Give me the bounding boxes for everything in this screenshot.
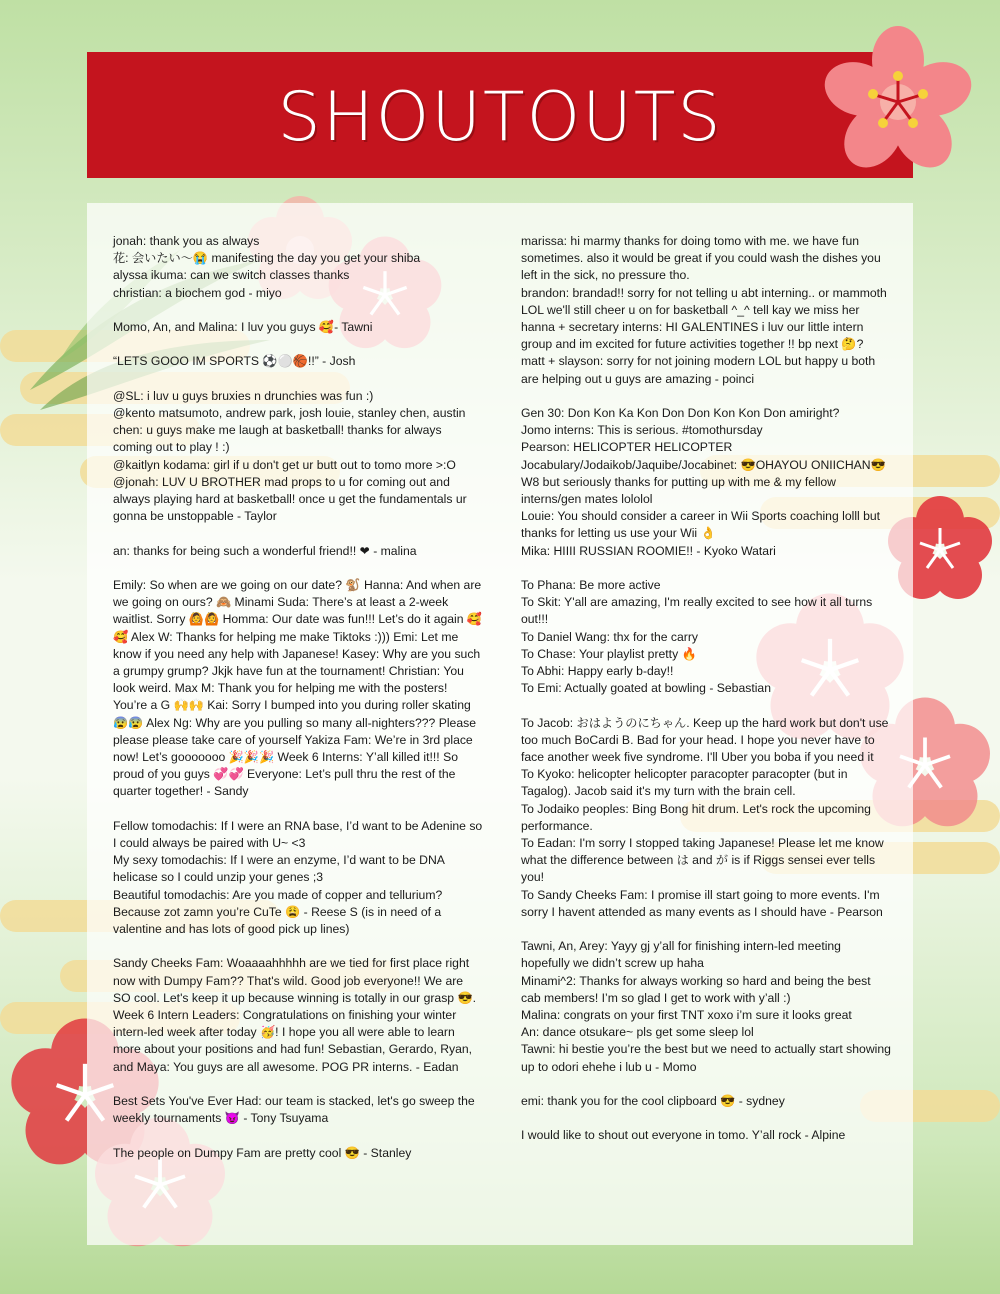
shoutout-message: To Jacob: おはようのにちゃん. Keep up the hard work but don't use too much BoCardi B. Bad for your head. I hope you never have to face another week five syndrome. I'll Uber you boba if you need it To Kyoko: helicopter helicopter paracopter paracopter (but in Tagalog). Jacob said it's my turn with the brain cell. To Jodaiko peoples: Bing Bong hit drum. Let's rock the upcoming performance. To Eadan: I'm sorry I stopped taking Japanese! Please let me know what the difference between は and が is if Riggs sensei ever tells you! To Sandy Cheeks Fam: I promise ill start going to more events. I'm sorry I havent attended as many events as I should have - Pearson: [521, 715, 889, 919]
shoutout-message: Sandy Cheeks Fam: Woaaaahhhhh are we tied for first place right now with Dumpy Fam?? That's wild. Good job everyone!! We are SO cool. Let's keep it up because winning is totally in our grasp 😎. Week 6 Intern Leaders: Congratulations on finishing your winter intern-led week after today 🥳! I hope you all were able to learn more about your positions and had fun! Sebastian, Gerardo, Ryan, and Maya: You guys are all awesome. POG PR interns. - Eadan: [113, 956, 480, 1074]
shoutout-message: Momo, An, and Malina: I luv you guys 🥰- Tawni: [113, 320, 373, 334]
shoutout-message: an: thanks for being such a wonderful friend!! ❤ - malina: [113, 543, 417, 558]
shoutout-message: The people on Dumpy Fam are pretty cool 😎 - Stanley: [113, 1145, 412, 1160]
shoutout-message: Emily: So when are we going on our date? 🐒 Hanna: And when are we going on ours? 🙈 Minami Suda: There’s at least a 2-week waitlist. Sorry 🙆🙆 Homma: Our date was fun!!! Let’s do it again 🥰🥰 Alex W: Thanks for helping me make Tiktoks :))) Emi: Let me know if you need any help with Japanese! Kasey: Why are you such a grumpy grump? Jkjk have fun at the tournament! Christian: You look weird. Max M: Thank you for helping me with the posters! You’re a G 🙌🙌 Kai: Sorry I bumped into you during roller skating 😰😰 Alex Ng: Why are you pulling so many all-nighters??? Please please please take care of yourself Yakiza Fam: We’re in 3rd place now! Let’s gooooooo 🎉🎉🎉 Week 6 Interns: Y’all killed it!!! So proud of you guys 💞💞 Everyone: Let’s pull thru the rest of the quarter together! - Sandy: [113, 577, 485, 799]
shoutout-message: @SL: i luv u guys bruxies n drunchies was fun :) @kento matsumoto, andrew park, josh louie, stanley chen, austin chen: u guys make me laugh at basketball! thanks for always coming out to play ! :) @kaitlyn kodama: girl if u don't get ur butt out to tomo more >:O @jonah: LUV U BROTHER mad props to u for coming out and always playing hard at basketball! once u get the fundamentals ur gonna be unstoppable - Taylor: [113, 388, 467, 524]
left-column: [113, 233, 483, 1179]
shoutout-message: jonah: thank you as always 花: 会いたい～😭 manifesting the day you get your shiba alyssa ikuma: can we switch classes thanks christian: a biochem god - miyo: [113, 234, 421, 300]
right-column: [521, 233, 893, 1162]
shoutout-message: Gen 30: Don Kon Ka Kon Don Don Kon Kon Don amiright? Jomo interns: This is serious. #tomothursday Pearson: HELICOPTER HELICOPTER Jocabulary/Jodaikob/Jaquibe/Jocabinet: 😎OHAYOU ONIICHAN😎 W8 but seriously thanks for putting up with me & my fellow interns/gen mates lololol Louie: You should consider a career in Wii Sports coaching lolll but thanks for letting us use your Wii 👌 Mika: HIIII RUSSIAN ROOMIE!! - Kyoko Watari: [521, 406, 886, 558]
page-title: SHOUTOUTS: [277, 78, 723, 157]
shoutout-message: Tawni, An, Arey: Yayy gj y’all for finishing intern-led meeting hopefully we didn’t screw up haha Minami^2: Thanks for always working so hard and being the best cab members! I’m so glad I get to work with y’all :) Malina: congrats on your first TNT xoxo i’m sure it looks great An: dance otsukare~ pls get some sleep lol Tawni: hi bestie you’re the best but we need to actually start showing up to odori ehehe i lub u - Momo: [521, 939, 891, 1074]
shoutout-message: Best Sets You've Ever Had: our team is stacked, let's go sweep the weekly tournaments 😈 - Tony Tsuyama: [113, 1094, 479, 1126]
shoutout-message: To Phana: Be more active To Skit: Y'all are amazing, I'm really excited to see how it all turns out!!! To Daniel Wang: thx for the carry To Chase: Your playlist pretty 🔥 To Abhi: Happy early b-day!! To Emi: Actually goated at bowling - Sebastian: [521, 578, 873, 696]
cherry-blossom-icon: [818, 22, 978, 182]
shoutout-message: Fellow tomodachis: If I were an RNA base, I’d want to be Adenine so I could always be paired with U~ <3 My sexy tomodachis: If I were an enzyme, I’d want to be DNA helicase so I could unzip your genes ;3 Beautiful tomodachis: Are you made of copper and tellurium? Because zot zamn you’re CuTe 😩 - Reese S (is in need of a valentine and has lots of good pick up lines): [113, 818, 483, 937]
shoutout-message: “LETS GOOO IM SPORTS ⚽⚪🏀!!” - Josh: [113, 354, 356, 369]
shoutouts-panel: [87, 203, 913, 1245]
shoutout-message: emi: thank you for the cool clipboard 😎 - sydney: [521, 1094, 785, 1109]
shoutout-message: I would like to shout out everyone in tomo. Y’all rock - Alpine: [521, 1128, 846, 1143]
header-banner: [87, 52, 913, 178]
shoutout-message: marissa: hi marmy thanks for doing tomo with me. we have fun sometimes. also it would be great if you could wash the dishes you left in the sick, no pressure tho. brandon: brandad!! sorry for not telling u abt interning.. or mammoth LOL we'll still cheer u on for basketball ^_^ tell kay we miss her hanna + secretary interns: HI GALENTINES i luv our little intern group and im excited for future activities together !! bp next 🤔? matt + slayson: sorry for not joining modern LOL but happy u both are helping out u guys are amazing - poinci: [521, 234, 887, 386]
